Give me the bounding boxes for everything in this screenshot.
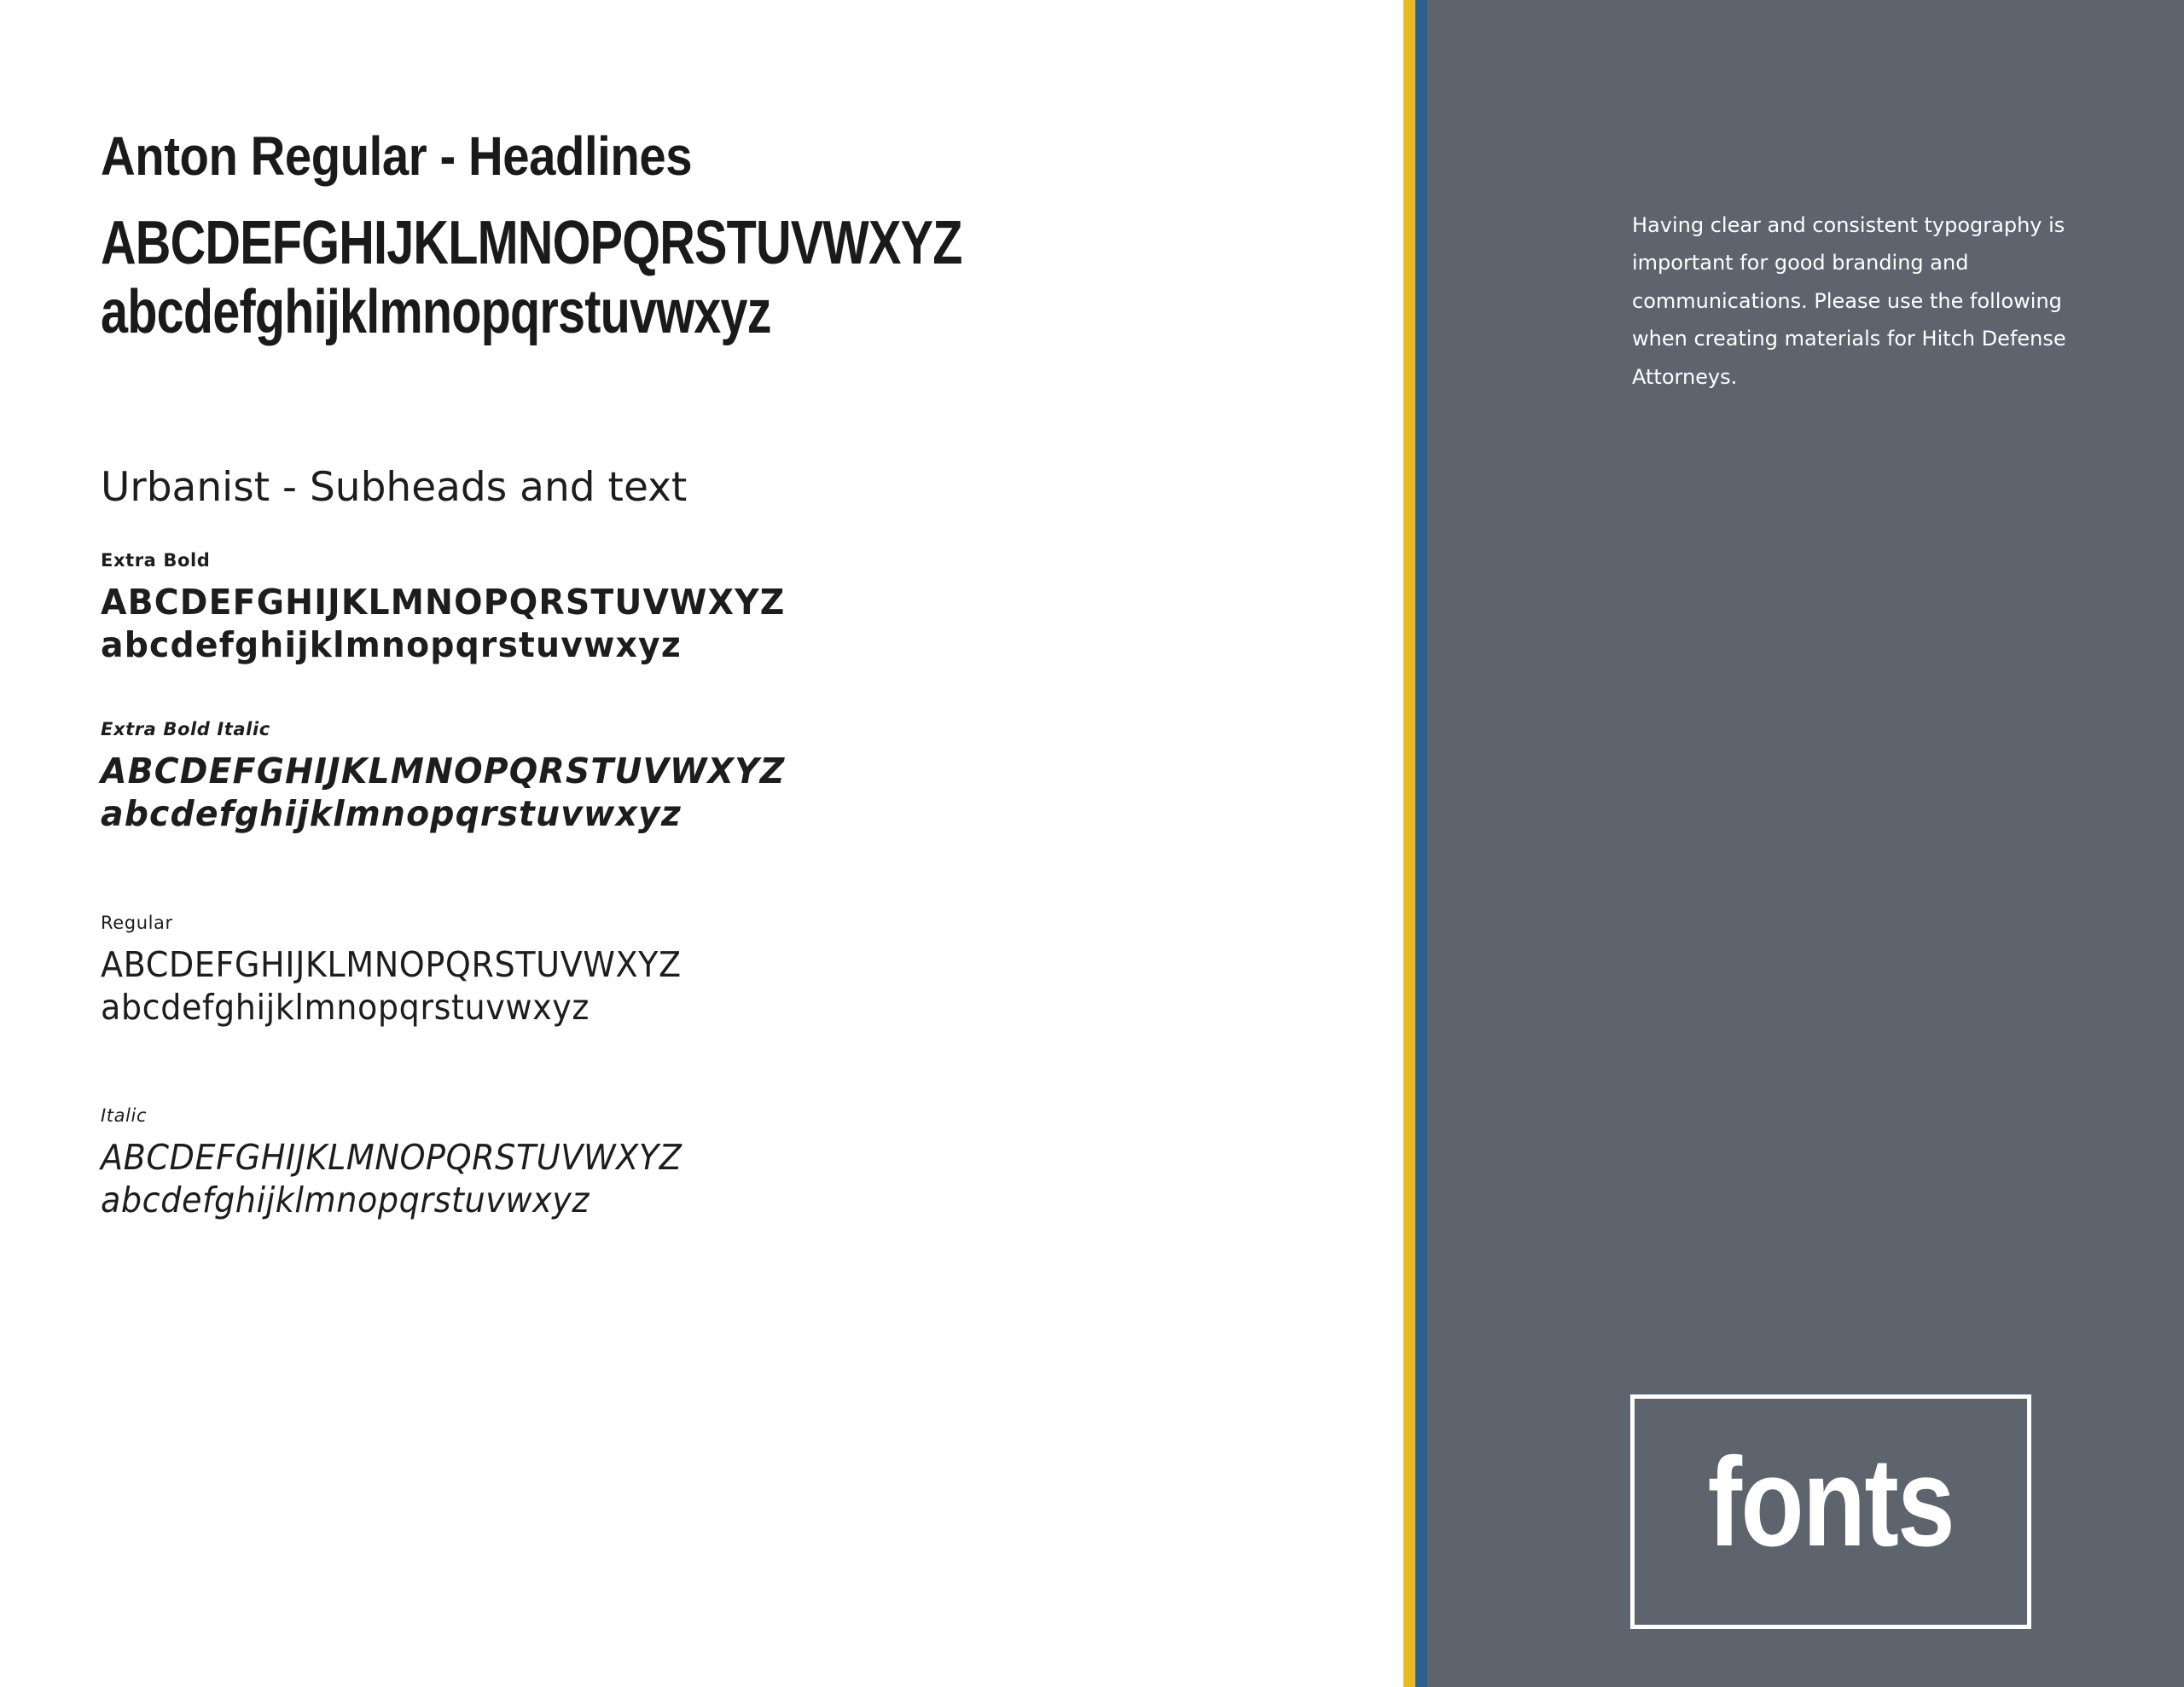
headline-lowercase-sample: abcdefghijklmnopqrstuvwxyz [101, 277, 771, 346]
sample-extra-bold-italic [101, 750, 1351, 835]
accent-stripe-blue [1415, 0, 1427, 1687]
weight-label-extra-bold: Extra Bold [101, 550, 211, 571]
headline-font-specimen [101, 209, 1143, 346]
sample-extra-bold-uppercase: ABCDEFGHIJKLMNOPQRSTUVWXYZ [101, 582, 786, 623]
info-panel [1427, 0, 2184, 1687]
sample-regular-uppercase: ABCDEFGHIJKLMNOPQRSTUVWXYZ [101, 943, 682, 985]
sample-regular-lowercase: abcdefghijklmnopqrstuvwxyz [101, 986, 590, 1028]
weight-label-regular: Regular [101, 912, 173, 933]
section-label-box [1630, 1394, 2031, 1629]
intro-paragraph: Having clear and consistent typography is important for good branding and communications. Please use the following when creating materials for Hitch Defense Attorneys. [1632, 213, 2066, 389]
headline-uppercase-sample: ABCDEFGHIJKLMNOPQRSTUVWXYZ [101, 209, 962, 278]
body-font-title: Urbanist - Subheads and text [101, 464, 688, 512]
sample-italic-uppercase: ABCDEFGHIJKLMNOPQRSTUVWXYZ [101, 1136, 682, 1178]
sample-extra-bold-italic-uppercase: ABCDEFGHIJKLMNOPQRSTUVWXYZ [101, 751, 786, 792]
sample-regular [101, 943, 1312, 1029]
accent-stripe-yellow [1403, 0, 1415, 1687]
sample-italic [101, 1136, 1312, 1221]
weight-block-extra-bold [101, 550, 1403, 666]
section-label-text: fonts [1707, 1431, 1955, 1573]
weight-label-italic: Italic [101, 1104, 148, 1126]
section-label-word [1635, 1431, 2027, 1573]
weight-block-italic [101, 1105, 1403, 1221]
weight-block-regular [101, 913, 1403, 1029]
sample-extra-bold-lowercase: abcdefghijklmnopqrstuvwxyz [101, 624, 682, 666]
sample-italic-lowercase: abcdefghijklmnopqrstuvwxyz [101, 1179, 590, 1220]
sample-extra-bold-italic-lowercase: abcdefghijklmnopqrstuvwxyz [101, 793, 682, 835]
weight-block-extra-bold-italic [101, 719, 1403, 835]
headline-font-title: Anton Regular - Headlines [101, 125, 693, 187]
sample-extra-bold [101, 581, 1351, 666]
weight-label-extra-bold-italic: Extra Bold Italic [101, 719, 270, 740]
